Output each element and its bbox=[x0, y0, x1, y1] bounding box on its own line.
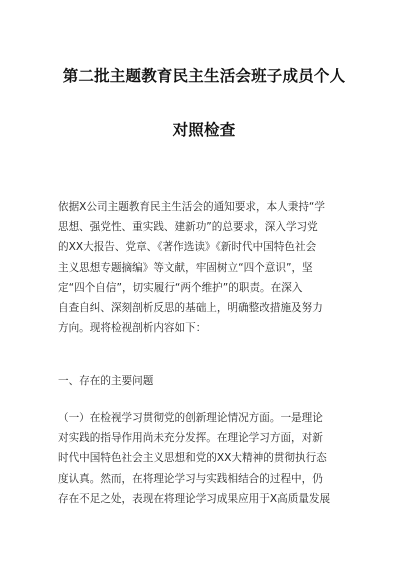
paragraph-line: 思想、强党性、重实践、建新功”的总要求，深入学习党 bbox=[58, 221, 318, 234]
paragraph-line: 定“四个自信”，切实履行“两个维护”的职责。在深入 bbox=[58, 281, 303, 294]
paragraph-line: 依据X公司主题教育民主生活会的通知要求，本人秉持“学 bbox=[58, 201, 325, 213]
section-heading: 一、存在的主要问题 bbox=[58, 375, 154, 387]
paragraph-line: 主义思想专题摘编》等文献，牢固树立“四个意识”，坚 bbox=[58, 261, 313, 274]
paragraph-line: 存在不足之处，表现在将理论学习成果应用于X高质量发展 bbox=[58, 492, 331, 505]
section-paragraph bbox=[58, 408, 358, 509]
document-title-line-1: 第二批主题教育民主生活会班子成员个人 bbox=[62, 67, 346, 85]
document-title-line-2: 对照检查 bbox=[172, 121, 236, 139]
paragraph-line: 时代中国特色社会主义思想和党的XX大精神的贯彻执行态 bbox=[58, 452, 327, 465]
paragraph-line: （一）在检视学习贯彻党的创新理论情况方面。一是理论 bbox=[58, 412, 323, 424]
paragraph-line: 自查自纠、深刻剖析反思的基础上，明确整改措施及努力 bbox=[58, 302, 323, 315]
paragraph-line: 度认真。然而，在将理论学习与实践相结合的过程中，仍 bbox=[58, 472, 323, 485]
paragraph-line: 的XX大报告、党章、《著作选读》《新时代中国特色社会 bbox=[58, 241, 317, 254]
intro-paragraph bbox=[58, 197, 358, 338]
paragraph-line: 对实践的指导作用尚未充分发挥。在理论学习方面，对新 bbox=[58, 432, 323, 445]
paragraph-line: 方向。现将检视剖析内容如下： bbox=[58, 322, 207, 335]
